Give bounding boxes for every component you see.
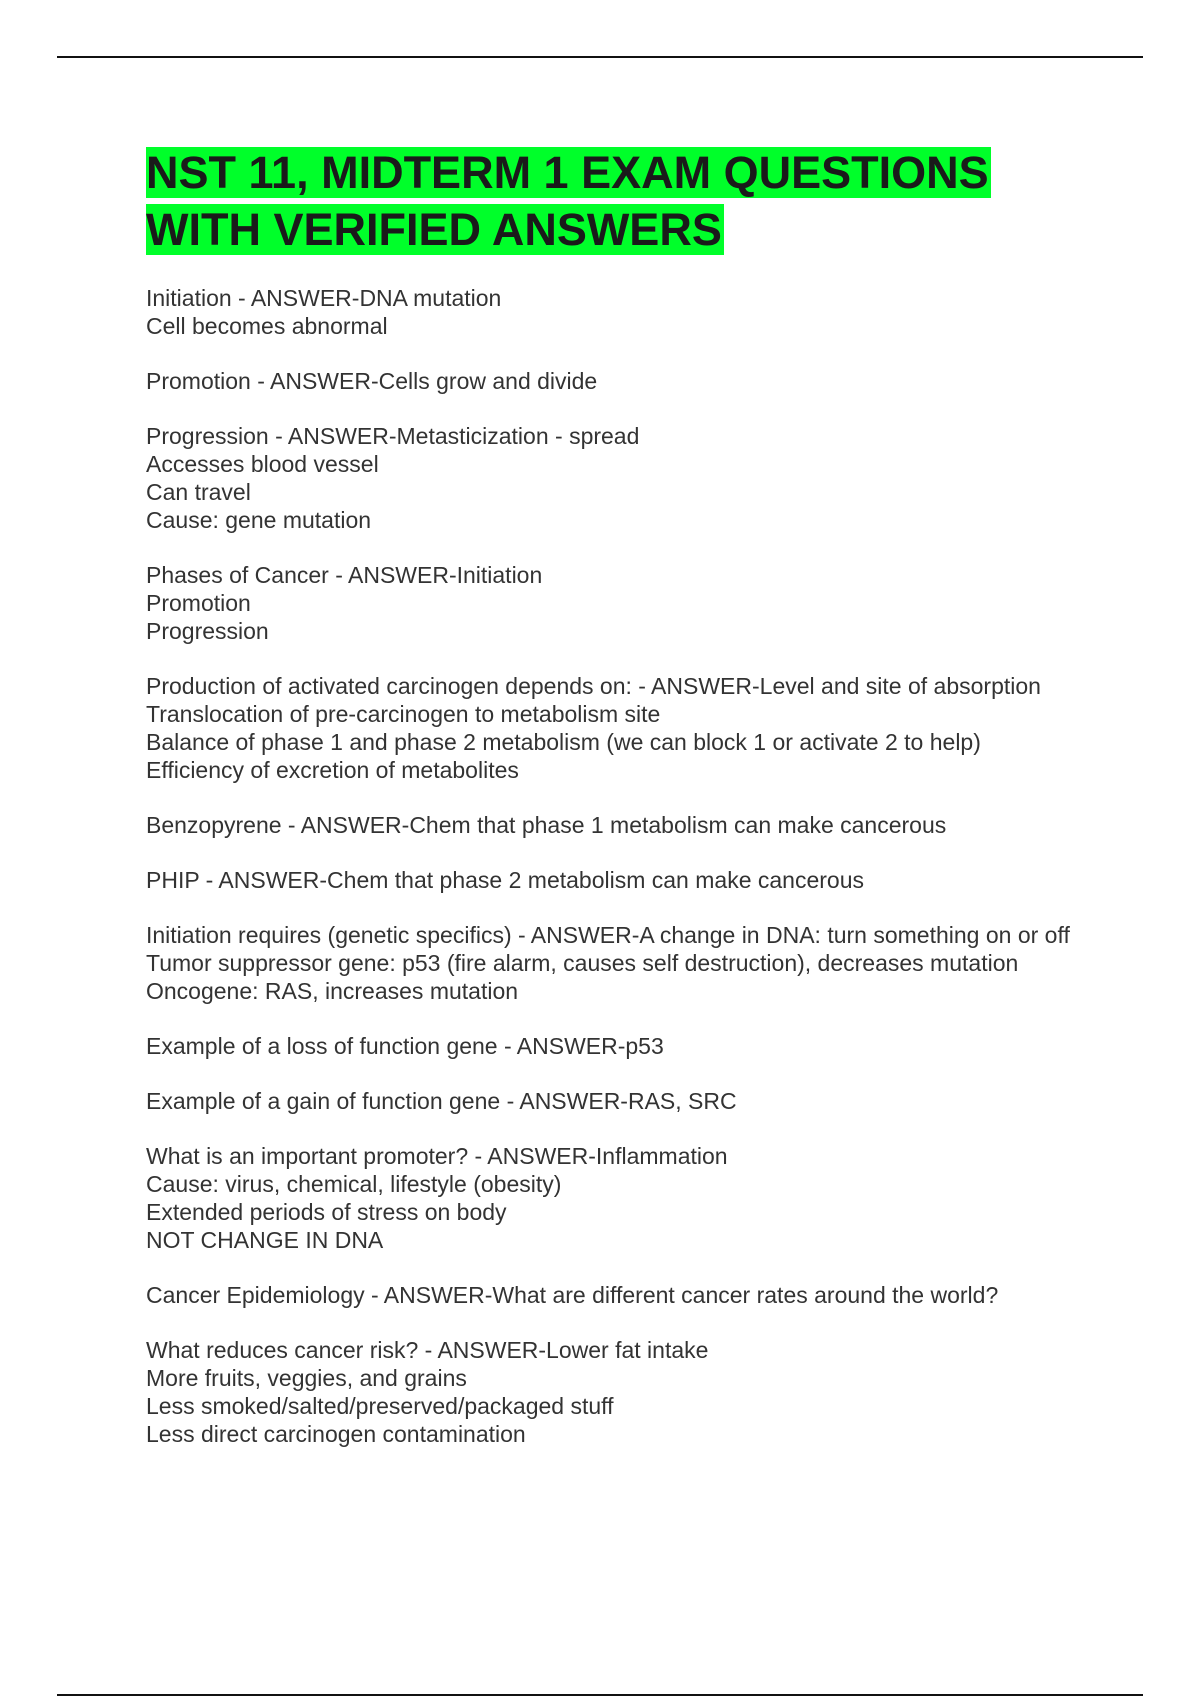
qa-entry	[146, 561, 1076, 645]
qa-entry	[146, 1281, 1076, 1309]
entry-line: Efficiency of excretion of metabolites	[146, 757, 519, 783]
qa-entry	[146, 811, 1076, 839]
qa-entry	[146, 921, 1076, 1005]
top-rule	[57, 56, 1143, 58]
entry-line: Cause: virus, chemical, lifestyle (obesity)	[146, 1171, 562, 1197]
entry-line: Less smoked/salted/preserved/packaged stuff	[146, 1393, 614, 1419]
qa-entry	[146, 1087, 1076, 1115]
entry-line: Example of a loss of function gene - ANSWER-p53	[146, 1033, 664, 1059]
bottom-rule	[57, 1694, 1143, 1696]
qa-entry	[146, 1142, 1076, 1254]
entry-line: Cell becomes abnormal	[146, 313, 388, 339]
title-highlight: NST 11, MIDTERM 1 EXAM QUESTIONS WITH VERIFIED ANSWERS	[146, 147, 989, 255]
qa-entry	[146, 284, 1076, 340]
entry-line: Can travel	[146, 479, 251, 505]
entry-line: Initiation - ANSWER-DNA mutation	[146, 285, 502, 311]
entry-line: Translocation of pre-carcinogen to metabolism site	[146, 701, 661, 727]
entry-line: Promotion	[146, 590, 251, 616]
entry-line: Example of a gain of function gene - ANSWER-RAS, SRC	[146, 1088, 737, 1114]
entry-line: Progression - ANSWER-Metasticization - spread	[146, 423, 640, 449]
entry-line: Accesses blood vessel	[146, 451, 379, 477]
entry-line: What reduces cancer risk? - ANSWER-Lower fat intake	[146, 1337, 709, 1363]
entry-line: Benzopyrene - ANSWER-Chem that phase 1 metabolism can make cancerous	[146, 812, 947, 838]
entry-line: More fruits, veggies, and grains	[146, 1365, 467, 1391]
qa-entry	[146, 1032, 1076, 1060]
entry-line: Balance of phase 1 and phase 2 metabolism (we can block 1 or activate 2 to help)	[146, 729, 981, 755]
entry-line: Initiation requires (genetic specifics) - ANSWER-A change in DNA: turn something on or off	[146, 922, 1070, 948]
entry-line: Cause: gene mutation	[146, 507, 372, 533]
entry-line: Cancer Epidemiology - ANSWER-What are different cancer rates around the world?	[146, 1282, 999, 1308]
entry-line: Production of activated carcinogen depends on: - ANSWER-Level and site of absorption	[146, 673, 1041, 699]
document-body	[146, 144, 1076, 1475]
qa-entry	[146, 367, 1076, 395]
qa-entry	[146, 1336, 1076, 1448]
qa-entry	[146, 866, 1076, 894]
entry-line: Promotion - ANSWER-Cells grow and divide	[146, 368, 598, 394]
entry-line: NOT CHANGE IN DNA	[146, 1227, 384, 1253]
entry-line: PHIP - ANSWER-Chem that phase 2 metabolism can make cancerous	[146, 867, 864, 893]
entry-line: Oncogene: RAS, increases mutation	[146, 978, 519, 1004]
entry-line: Less direct carcinogen contamination	[146, 1421, 526, 1447]
entry-line: Progression	[146, 618, 269, 644]
document-title	[146, 144, 1076, 258]
qa-entry	[146, 672, 1076, 784]
qa-entry	[146, 422, 1076, 534]
entry-line: Extended periods of stress on body	[146, 1199, 507, 1225]
entry-line: Tumor suppressor gene: p53 (fire alarm, causes self destruction), decreases mutation	[146, 950, 1019, 976]
entry-line: Phases of Cancer - ANSWER-Initiation	[146, 562, 543, 588]
entry-line: What is an important promoter? - ANSWER-Inflammation	[146, 1143, 728, 1169]
